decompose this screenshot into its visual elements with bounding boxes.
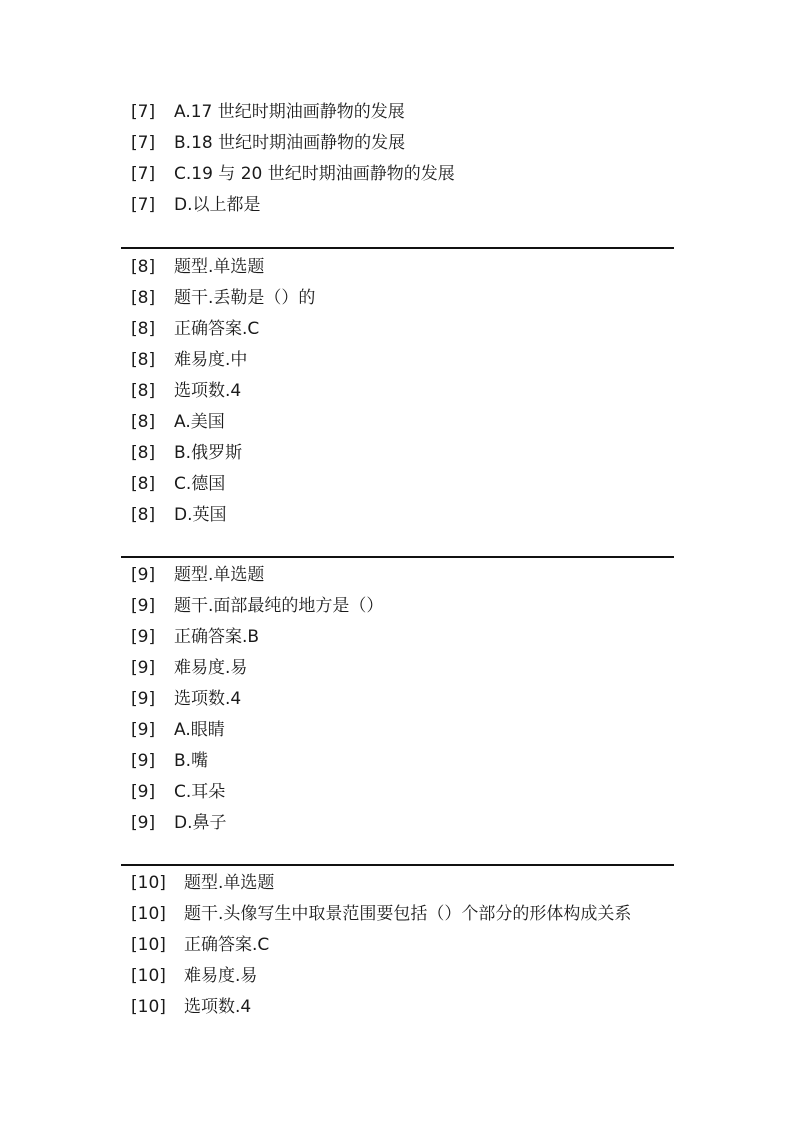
row-number: [8] xyxy=(131,288,156,308)
row-number: [8] xyxy=(131,257,156,277)
question-9-option-b xyxy=(131,746,674,777)
row-number: [7] xyxy=(131,164,156,184)
question-10-option-count xyxy=(131,992,674,1023)
question-8-option-b xyxy=(131,438,674,469)
question-9-difficulty xyxy=(131,653,674,684)
row-number: [10] xyxy=(131,966,166,986)
row-number: [9] xyxy=(131,689,156,709)
question-9-block xyxy=(131,560,674,839)
question-8-stem xyxy=(131,283,674,314)
row-number: [7] xyxy=(131,195,156,215)
row-number: [9] xyxy=(131,596,156,616)
section-divider xyxy=(121,864,674,866)
question-8-option-d xyxy=(131,500,674,531)
section-divider xyxy=(121,556,674,558)
row-text: A.眼睛 xyxy=(174,720,225,740)
row-text: A.17 世纪时期油画静物的发展 xyxy=(174,102,405,122)
row-text: 选项数.4 xyxy=(174,381,242,401)
row-number: [8] xyxy=(131,443,156,463)
question-7-option-a xyxy=(131,97,674,128)
row-text: 题干.头像写生中取景范围要包括（）个部分的形体构成关系 xyxy=(184,904,632,924)
row-number: [9] xyxy=(131,627,156,647)
row-text: 题型.单选题 xyxy=(184,873,275,893)
question-7-block xyxy=(131,97,674,221)
row-number: [9] xyxy=(131,751,156,771)
question-9-option-a xyxy=(131,715,674,746)
question-8-difficulty xyxy=(131,345,674,376)
row-text: 正确答案.C xyxy=(174,319,260,339)
row-number: [7] xyxy=(131,102,156,122)
row-number: [10] xyxy=(131,904,166,924)
question-9-option-count xyxy=(131,684,674,715)
row-number: [9] xyxy=(131,658,156,678)
row-text: D.鼻子 xyxy=(174,813,227,833)
row-number: [9] xyxy=(131,813,156,833)
row-text: A.美国 xyxy=(174,412,225,432)
row-number: [10] xyxy=(131,935,166,955)
question-9-type xyxy=(131,560,674,591)
question-7-option-b xyxy=(131,128,674,159)
row-text: 选项数.4 xyxy=(174,689,242,709)
question-8-block xyxy=(131,252,674,531)
row-text: 正确答案.B xyxy=(174,627,260,647)
question-8-option-a xyxy=(131,407,674,438)
question-9-option-c xyxy=(131,777,674,808)
row-text: C.耳朵 xyxy=(174,782,226,802)
question-9-option-d xyxy=(131,808,674,839)
row-text: D.以上都是 xyxy=(174,195,261,215)
question-10-answer xyxy=(131,930,674,961)
row-text: 题干.面部最纯的地方是（） xyxy=(174,596,384,616)
row-text: B.嘴 xyxy=(174,751,209,771)
row-number: [7] xyxy=(131,133,156,153)
row-number: [9] xyxy=(131,565,156,585)
row-text: B.俄罗斯 xyxy=(174,443,243,463)
row-text: 难易度.中 xyxy=(174,350,248,370)
question-8-answer xyxy=(131,314,674,345)
question-7-option-c xyxy=(131,159,674,190)
row-text: 难易度.易 xyxy=(174,658,248,678)
row-text: 选项数.4 xyxy=(184,997,252,1017)
row-text: D.英国 xyxy=(174,505,227,525)
row-text: 正确答案.C xyxy=(184,935,270,955)
row-number: [8] xyxy=(131,350,156,370)
section-divider xyxy=(121,247,674,249)
question-10-stem xyxy=(131,899,674,930)
question-10-difficulty xyxy=(131,961,674,992)
question-7-option-d xyxy=(131,190,674,221)
row-number: [8] xyxy=(131,319,156,339)
row-number: [8] xyxy=(131,381,156,401)
row-text: C.德国 xyxy=(174,474,226,494)
row-number: [9] xyxy=(131,782,156,802)
question-8-option-count xyxy=(131,376,674,407)
question-10-type xyxy=(131,868,674,899)
question-9-answer xyxy=(131,622,674,653)
question-10-block xyxy=(131,868,674,1023)
row-number: [8] xyxy=(131,412,156,432)
row-text: 难易度.易 xyxy=(184,966,258,986)
question-8-type xyxy=(131,252,674,283)
row-number: [10] xyxy=(131,873,166,893)
row-number: [9] xyxy=(131,720,156,740)
question-8-option-c xyxy=(131,469,674,500)
row-text: C.19 与 20 世纪时期油画静物的发展 xyxy=(174,164,455,184)
row-text: 题型.单选题 xyxy=(174,257,265,277)
row-text: 题干.丢勒是（）的 xyxy=(174,288,316,308)
question-9-stem xyxy=(131,591,674,622)
row-text: 题型.单选题 xyxy=(174,565,265,585)
row-text: B.18 世纪时期油画静物的发展 xyxy=(174,133,406,153)
row-number: [10] xyxy=(131,997,166,1017)
row-number: [8] xyxy=(131,474,156,494)
row-number: [8] xyxy=(131,505,156,525)
